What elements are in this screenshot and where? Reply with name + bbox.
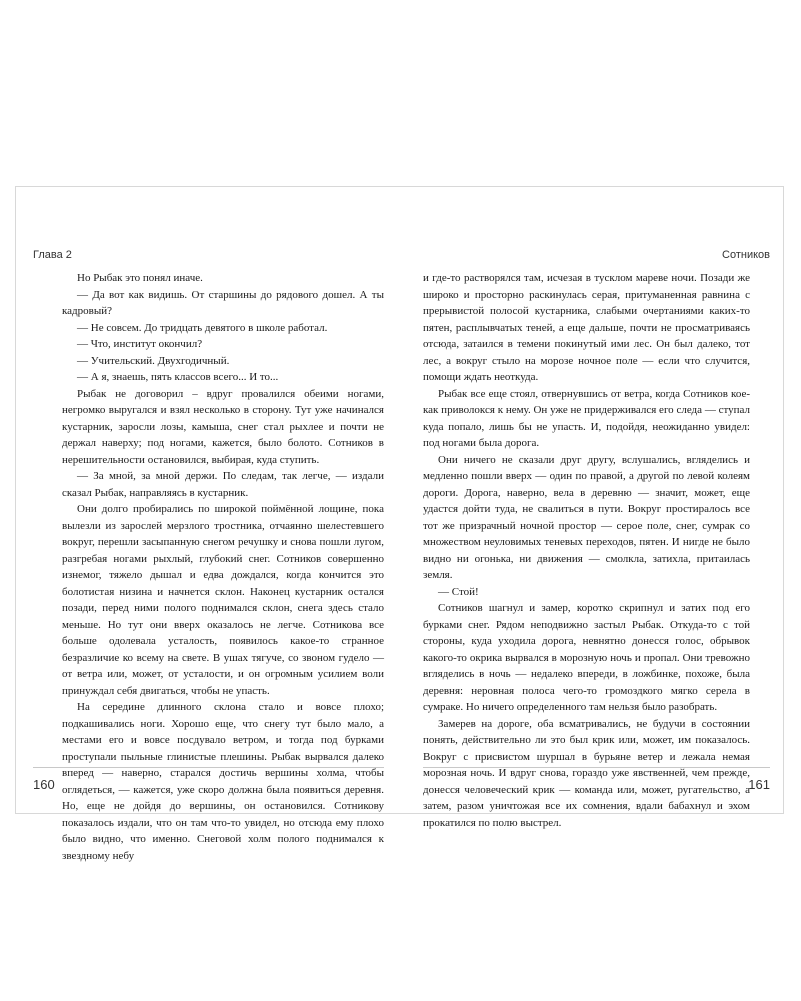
- left-page: [16, 187, 400, 862]
- footer-rule: [33, 767, 384, 768]
- page-number: 161: [748, 777, 770, 792]
- paragraph: Рыбак все еще стоял, отвернувшись от ветра, когда Сотников кое-как приволокся к нему. Он уже не придерживался его следа — ступал куда попало, лишь бы не упасть. И, подойдя, неожиданно увидел: под ногами была дорога.: [423, 387, 750, 449]
- paragraph: и где-то растворялся там, исчезая в тусклом мареве ночи. Позади же широко и просторно раскинулась серая, притуманенная равнина с прерывистой полосой кустарника, слабыми очертаниями каких-то пятен, расплывчатых теней, а еще дальше, почти не просматриваясь отсюда, затаился в темени покинутый ими лес. Он был далеко, тот лес, а вокруг стыло на морозе ночное поле — если что случится, помощи ждать неоткуда.: [423, 272, 750, 383]
- footer-rule: [423, 767, 770, 768]
- left-page-text: [62, 270, 384, 864]
- right-page-text: [423, 270, 750, 831]
- paragraph: — Учительский. Двухгодичный.: [77, 354, 230, 367]
- paragraph: Замерев на дороге, оба всматривались, не будучи в состоянии понять, действительно ли это был крик или, может, им показалось. Вокруг с присвистом шуршал в бурьяне ветер и лежала немая морозная ночь. И вдруг снова, гораздо уже явственней, чем прежде, донесся человеческий крик — команда или, может, ругательство, а затем, разом уничтожая все их сомнения, вдали бабахнул и эхом прокатился по полю выстрел.: [423, 717, 750, 829]
- paragraph: — Да вот как видишь. От старшины до рядового дошел. А ты кадровый?: [62, 288, 384, 317]
- book-spread: [15, 186, 784, 862]
- paragraph: — За мной, за мной держи. По следам, так легче, — издали сказал Рыбак, направляясь в кустарник.: [62, 470, 384, 499]
- paragraph: — А я, знаешь, пять классов всего... И то...: [77, 371, 279, 383]
- paragraph: Они ничего не сказали друг другу, вслушались, вгляделись и медленно пошли вверх — один по правой, а другой по левой колеям дороги. Дорога, наверно, вела в деревню — значит, может, еще удастся дойти туда, не свалиться в пути. Вокруг простиралось все тот же призрачный ночной простор — серое поле, снег, сумрак со множеством неуловимых теневых переходов, пятен. И нигде не было видно ни огонька, ни движения — смолкла, затихла, притаилась земля.: [423, 453, 750, 581]
- page-number: 160: [33, 777, 55, 792]
- running-header-chapter: Глава 2: [33, 249, 72, 261]
- paragraph: Они долго пробирались по широкой поймённой лощине, пока вылезли из зарослей мерзлого тростника, отчаянно шелестевшего вокруг, перешли засыпанную снегом речушку и снова пошли лугом, разгребая ногами рыхлый, глубокий снег. Сотников совершенно изнемог, тяжело дышал и едва дождался, когда кончится это болотистая низина и начнется склон. Наконец кустарник остался позади, перед ними полого поднимался склон, снега здесь стало меньше. Но тут они вверх оказалось не легче. Сотникова все больше одолевала усталость, появилось какое-то странное безразличие ко всему на свете. В ушах тягуче, со звоном гудело — от ветра или, может, от усталости, и он огромным усилием воли принуждал себя двигаться, чтобы не упасть.: [62, 503, 384, 697]
- paragraph: Рыбак не договорил – вдруг провалился обеими ногами, негромко выругался и взял несколько в сторону. Тут уже начинался кустарник, заросли лозы, камыша, снег стал рыхлее и почти не держал наверху; под ногами, кажется, было болото. Сотников в нерешительности остановился, выбирая, куда ступить.: [62, 387, 384, 466]
- paragraph: — Что, институт окончил?: [77, 338, 203, 350]
- paragraph: На середине длинного склона стало и вовсе плохо; подкашивались ноги. Хорошо еще, что снегу тут было мало, а местами его и вовсе посдувало ветром, и тогда под бурками проступали пыльные глинистые плешины. Рыбак вырвался далеко вперед — наверно, старался достичь вершины холма, чтобы оглядеться, — кажется, уже скоро должна была появиться деревня. Но, еще не дойдя до вершины, он остановился. Сотникову показалось издали, что он там что-то увидел, но отсюда ему плохо было видно, что именно. Снеговой холм полого поднимался к звездному небу: [62, 701, 384, 862]
- paragraph: Сотников шагнул и замер, коротко скрипнул и затих под его бурками снег. Рядом неподвижно застыл Рыбак. Откуда-то с той стороны, куда уходила дорога, невнятно донесся голос, обрывок какого-то окрика вырвался в морозную ночь и пропал. Они тревожно вгляделись в ночь — недалеко впереди, в ложбинке, похоже, была деревня: неровная полоса чего-то громоздкого мягко серела в сумраке. Но ничего определенного там нельзя было разобрать.: [423, 602, 750, 713]
- paragraph: — Стой!: [438, 585, 479, 598]
- paragraph: — Не совсем. До тридцать девятого в школе работал.: [77, 321, 328, 334]
- running-header-title: Сотников: [722, 249, 770, 261]
- paragraph: Но Рыбак это понял иначе.: [77, 272, 203, 284]
- right-page: [400, 187, 784, 829]
